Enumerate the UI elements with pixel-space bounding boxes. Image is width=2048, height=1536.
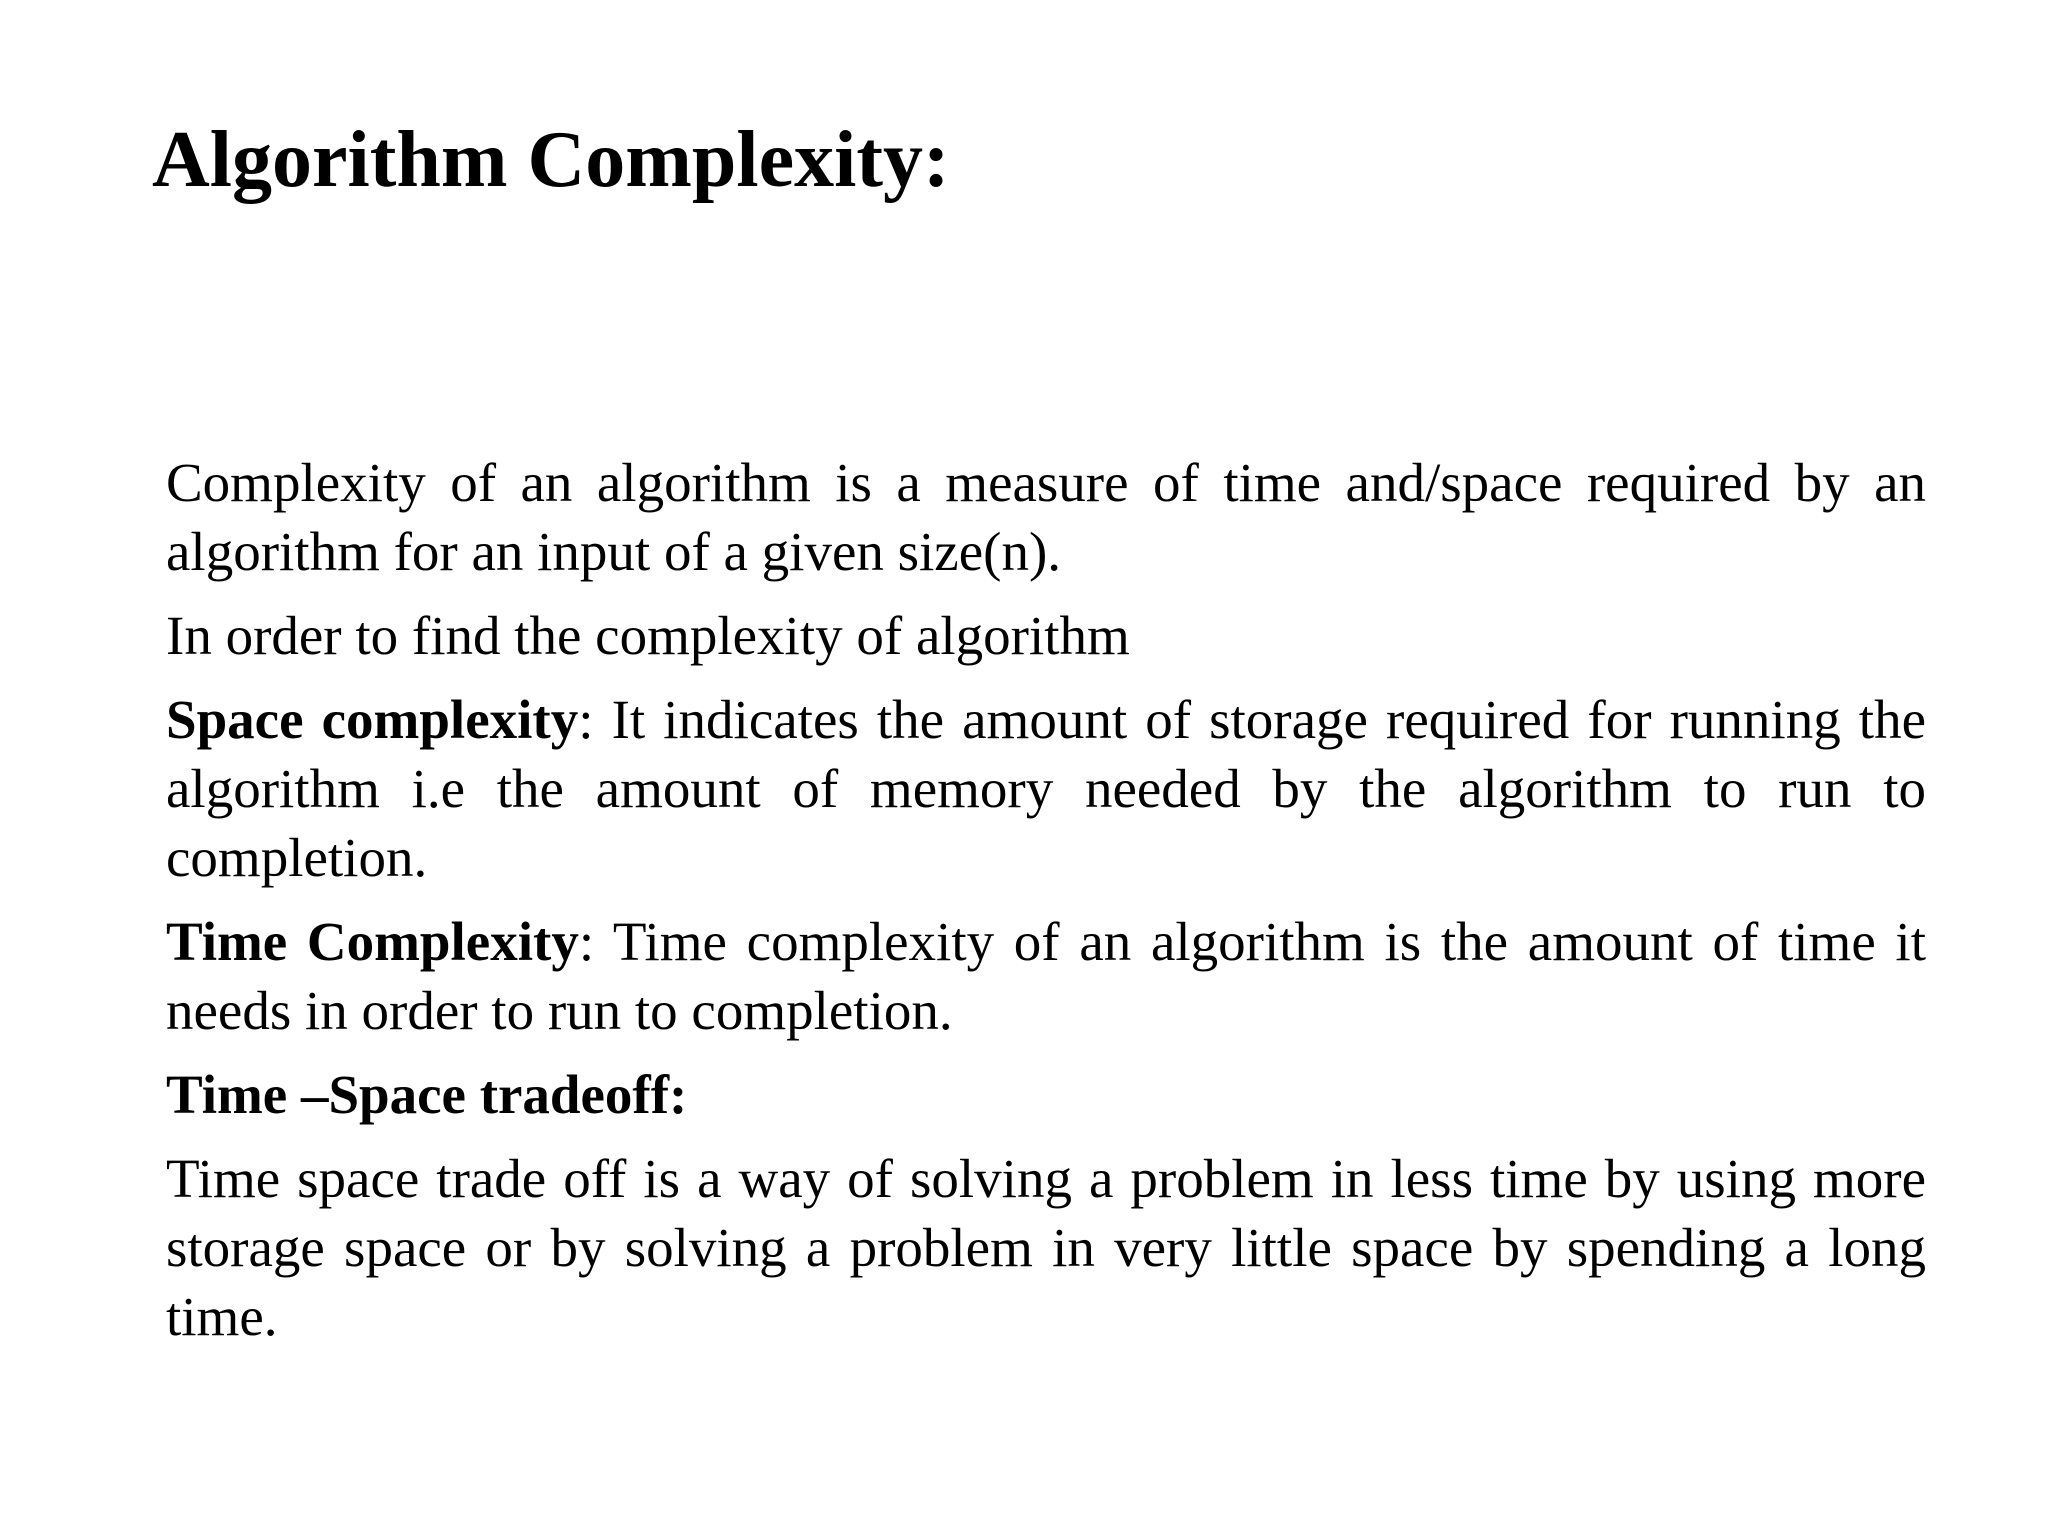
time-complexity-paragraph — [166, 907, 1926, 1045]
time-complexity-text: : Time complexity of an algorithm is the amount of time it needs in order to run to completion. — [166, 911, 1926, 1041]
space-complexity-paragraph — [166, 685, 1926, 892]
time-complexity-term: Time Complexity — [166, 911, 579, 972]
tradeoff-paragraph: Time space trade off is a way of solving a problem in less time by using more storage space or by solving a problem in very little space by spending a long time. — [166, 1148, 1926, 1347]
space-complexity-term: Space complexity — [166, 689, 579, 750]
definition-paragraph: Complexity of an algorithm is a measure of time and/space required by an algorithm for an input of a given size(n). — [166, 452, 1926, 582]
intro-paragraph: In order to find the complexity of algorithm — [166, 605, 1130, 666]
slide-body — [166, 448, 1926, 1351]
space-complexity-text: : It indicates the amount of storage required for running the algorithm i.e the amount of memory needed by the algorithm to run to completion. — [166, 689, 1926, 888]
tradeoff-heading: Time –Space tradeoff: — [166, 1064, 688, 1125]
slide-title: Algorithm Complexity: — [152, 116, 950, 204]
